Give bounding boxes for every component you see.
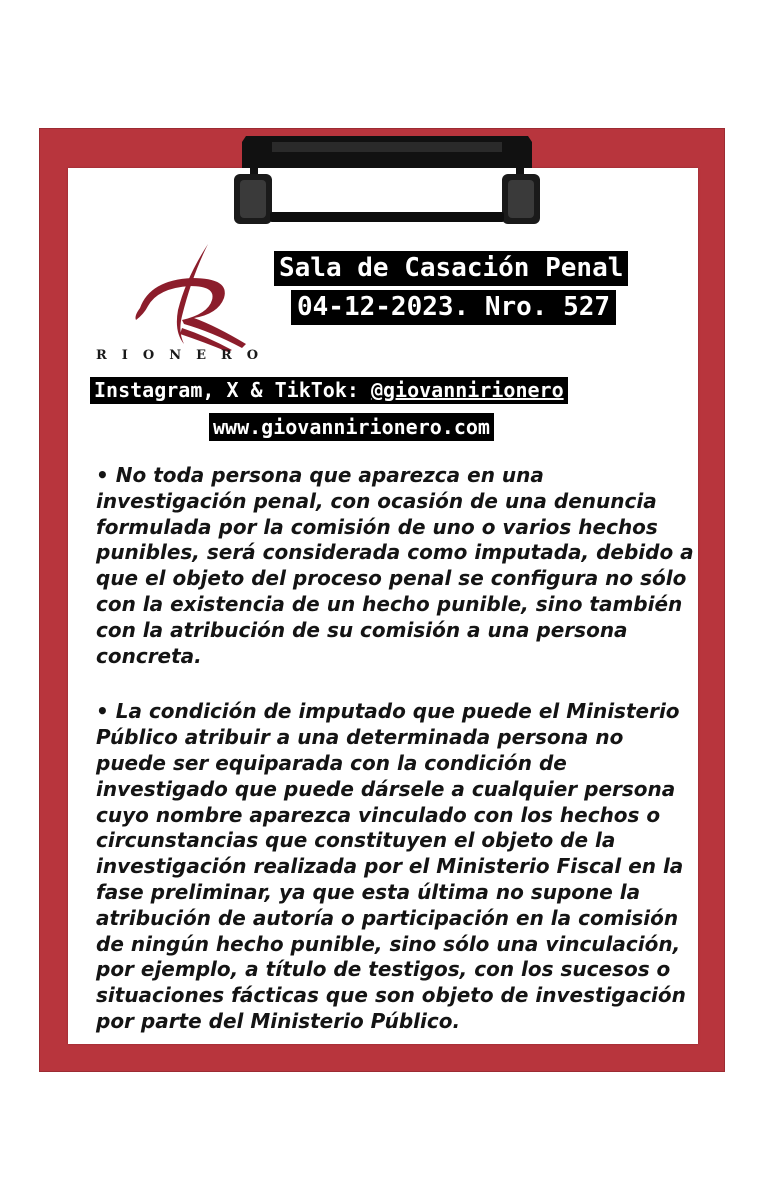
social-handle-link[interactable]: @giovannirionero [370, 378, 564, 402]
summary-paragraph: • La condición de imputado que puede el Ministerio Público atribuir a una determinada persona no puede ser equiparada con la condición de investigado que puede dársele a cualquier persona cuyo nombre aparezca vinculado con los hechos o circunstancias que constituyen el objeto de la investigación realizada por el Ministerio Fiscal en la fase preliminar, ya que esta última no supone la atribución de autoría o participación en la comisión de ningún hecho punible, sino sólo una vinculación, por ejemplo, a título de testigos, con los sucesos o situaciones fácticas que son objeto de investigación por parte del Ministerio Público. [96, 699, 686, 1033]
social-line [90, 377, 568, 404]
logo-wordmark: RIONERO [96, 348, 274, 363]
clipboard-clip-icon [232, 134, 542, 230]
social-prefix: Instagram, X & TikTok: [94, 378, 371, 402]
page-title: Sala de Casación Penal [274, 251, 628, 286]
ruling-summary [96, 463, 696, 1035]
website-link[interactable]: www.giovannirionero.com [209, 413, 494, 441]
ruling-reference: 04-12-2023. Nro. 527 [291, 290, 616, 325]
summary-paragraph: • No toda persona que aparezca en una investigación penal, con ocasión de una denuncia formulada por la comisión de uno o varios hechos punibles, será considerada como imputada, debido a que el objeto del proceso penal se configura no sólo con la existencia de un hecho punible, sino también con la atribución de su comisión a una persona concreta. [96, 463, 694, 668]
